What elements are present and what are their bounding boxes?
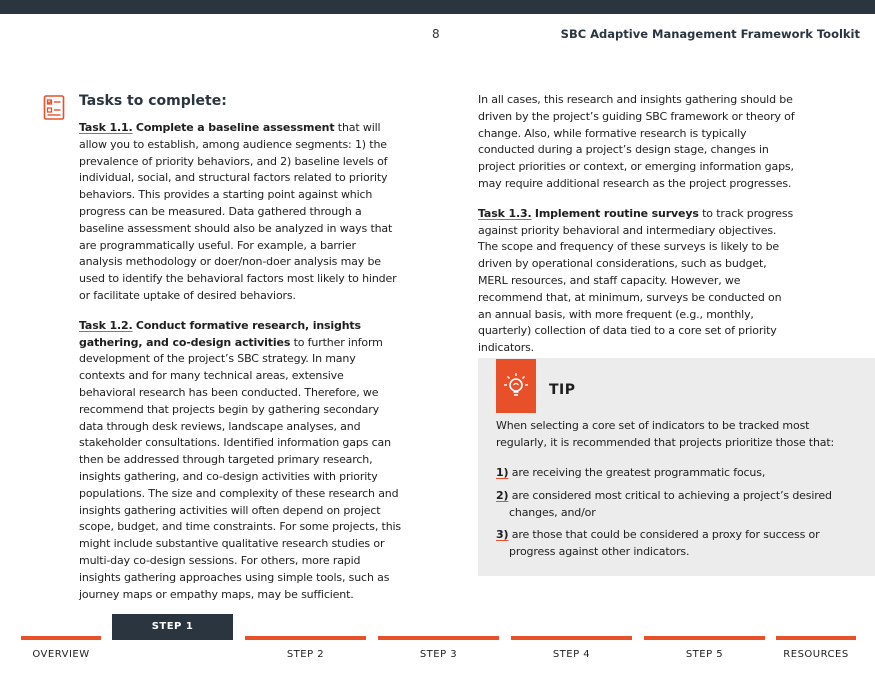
tip-list-item	[496, 488, 846, 522]
tip-list-item	[496, 465, 846, 482]
task-1-1-body: that will allow you to establish, among audience segments: 1) the prevalence of priority behaviors, and 2) baseline levels of individual, social, and structural factors related to priority behaviors. This provides a starting point against which progress can be measured. Data gathered through a baseline assessment should also be analyzed in ways that are programmatically useful. For example, a barrier analysis methodology or doer/non-doer analysis may be used to identify the behavioral factors most likely to hinder or facilitate uptake of desired behaviors.	[79, 121, 397, 302]
task-1-1-title: Complete a baseline assessment	[135, 121, 335, 134]
lightbulb-icon	[496, 359, 536, 413]
task-1-2-label: Task 1.2.	[79, 318, 133, 332]
document-title: SBC Adaptive Management Framework Toolkit	[560, 27, 860, 41]
tip-item-text: are receiving the greatest programmatic focus,	[508, 466, 766, 479]
tip-item-number: 2)	[496, 488, 509, 502]
tasks-heading: Tasks to complete:	[79, 93, 227, 109]
nav-step-2-label: STEP 2	[286, 649, 325, 660]
tip-box	[478, 358, 875, 576]
right-column	[478, 92, 798, 370]
page-number: 8	[432, 27, 440, 41]
nav-step-5-label: STEP 5	[685, 649, 724, 660]
checklist-icon	[43, 94, 67, 122]
tip-item-number: 1)	[496, 466, 509, 479]
tip-label: TIP	[549, 382, 576, 398]
nav-step-5[interactable]	[644, 636, 765, 670]
task-1-1-label: Task 1.1.	[79, 121, 133, 134]
nav-overview-label: OVERVIEW	[32, 649, 90, 660]
nav-step-4-label: STEP 4	[552, 649, 591, 660]
task-1-3-paragraph	[478, 206, 798, 357]
tip-icon-box	[496, 359, 536, 413]
nav-step-3[interactable]	[378, 636, 499, 670]
tip-list	[496, 465, 846, 567]
nav-resources[interactable]	[776, 636, 856, 670]
top-bar	[0, 0, 875, 14]
nav-resources-label: RESOURCES	[783, 649, 849, 660]
task-1-3-label: Task 1.3.	[478, 206, 532, 220]
nav-step-4[interactable]	[511, 636, 632, 670]
nav-step-1[interactable]: STEP 1	[112, 614, 233, 640]
task-1-2-title: Conduct formative research, insights gathering, and co-design activities	[79, 318, 361, 349]
task-1-1-paragraph	[79, 120, 401, 305]
tip-intro: When selecting a core set of indicators to be tracked most regularly, it is recommended that projects prioritize those that:	[496, 419, 835, 449]
tip-item-text: are considered most critical to achieving a project’s desired changes, and/or	[508, 488, 832, 519]
nav-step-2[interactable]	[245, 636, 366, 670]
nav-step-3-label: STEP 3	[419, 649, 458, 660]
task-1-3-title: Implement routine surveys	[534, 206, 699, 220]
tip-list-item	[496, 527, 846, 561]
task-1-2-paragraph	[79, 318, 401, 604]
left-column	[79, 120, 401, 616]
bottom-navigation	[0, 614, 875, 675]
task-1-3-body: to track progress against priority behavioral and intermediary objectives. The scope and frequency of these surveys is likely to be driven by operational considerations, such as budget, MERL resources, and staff capacity. However, we recommend that, at minimum, surveys be conducted on an annual basis, with more frequent (e.g., monthly, quarterly) collection of data tied to a core set of priority indicators.	[478, 206, 794, 355]
tip-item-text: are those that could be considered a proxy for success or progress against other indicators.	[508, 528, 820, 559]
tip-item-number: 3)	[496, 528, 509, 542]
continuation-paragraph: In all cases, this research and insights gathering should be driven by the project’s guiding SBC framework or theory of change. Also, while formative research is typically conducted during a project’s design stage, changes in project priorities or context, or emerging information gaps, may require additional research as the project progresses.	[478, 93, 795, 190]
task-1-2-body: to further inform development of the project’s SBC strategy. In many contexts and for many technical areas, extensive behavioral research has been conducted. Therefore, we recommend that projects begin by gathering secondary data through desk reviews, landscape analyses, and stakeholder consultations. Identified information gaps can then be addressed through targeted primary research, insights gathering, and co-design activities with priority populations. The size and complexity of these research and insights gathering activities will often depend on project scope, budget, and time constraints. For some projects, this might include substantive qualitative research studies or multi-day co-design sessions. For others, more rapid insights gathering approaches using simple tools, such as journey maps or empathy maps, may be sufficient.	[79, 335, 402, 601]
nav-overview[interactable]	[21, 636, 101, 670]
